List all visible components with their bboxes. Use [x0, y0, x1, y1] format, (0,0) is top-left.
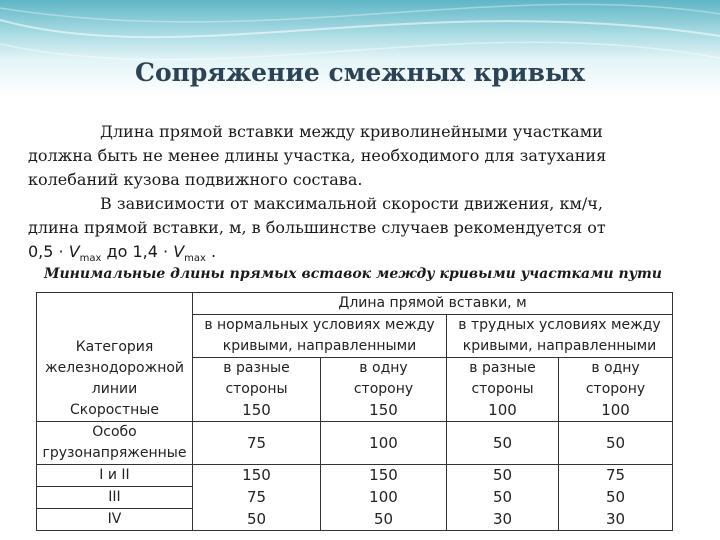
category-cell: I и II	[37, 465, 193, 487]
value-cell: 50	[447, 422, 559, 465]
value-cell: 75	[193, 487, 321, 509]
length-header: Длина прямой вставки, м	[193, 293, 673, 315]
speed-formula: $0,5 \cdot V_{max}$ до $1,4 \cdot V_{max}$ .	[28, 242, 217, 265]
value-cell: 100	[321, 487, 447, 509]
same-direction-header: сторону	[321, 379, 447, 400]
value-cell: 150	[193, 400, 321, 422]
table-row	[37, 400, 673, 422]
diff-direction-header: в разные	[193, 358, 321, 380]
paragraph-line: длина прямой вставки, м, в большинстве случаев рекомендуется от	[28, 218, 606, 237]
page-title: Сопряжение смежных кривых	[135, 58, 585, 87]
value-cell: 30	[447, 509, 559, 531]
value-cell: 75	[559, 465, 673, 487]
table-row	[37, 487, 673, 509]
value-cell: 50	[559, 487, 673, 509]
table-row	[37, 465, 673, 487]
value-cell: 50	[447, 465, 559, 487]
category-cell: IV	[37, 509, 193, 531]
paragraph-line: колебаний кузова подвижного состава.	[28, 170, 363, 189]
paragraph-damping	[28, 120, 688, 192]
paragraph-line: должна быть не менее длины участка, необходимого для затухания	[28, 146, 607, 165]
same-direction-header: в одну	[559, 358, 673, 380]
table-row	[37, 509, 673, 531]
table-caption: Минимальные длины прямых вставок между кривыми участками пути	[44, 266, 662, 282]
same-direction-header: сторону	[559, 379, 673, 400]
same-direction-header: в одну	[321, 358, 447, 380]
category-cell: Скоростные	[37, 400, 193, 422]
value-cell: 50	[559, 422, 673, 465]
diff-direction-header: в разные	[447, 358, 559, 380]
value-cell: 50	[193, 509, 321, 531]
value-cell: 100	[559, 400, 673, 422]
normal-conditions-header: в нормальных условиях между кривыми, направленными	[193, 315, 447, 358]
category-header: Категория железнодорожной линии	[37, 293, 193, 401]
table-row	[37, 422, 673, 465]
value-cell: 150	[193, 465, 321, 487]
value-cell: 75	[193, 422, 321, 465]
paragraph-line: В зависимости от максимальной скорости движения, км/ч,	[100, 194, 603, 213]
value-cell: 150	[321, 465, 447, 487]
value-cell: 150	[321, 400, 447, 422]
hard-conditions-header: в трудных условиях между кривыми, направленными	[447, 315, 673, 358]
value-cell: 100	[447, 400, 559, 422]
value-cell: 30	[559, 509, 673, 531]
diff-direction-header: стороны	[447, 379, 559, 400]
value-cell: 100	[321, 422, 447, 465]
paragraph-speed	[28, 192, 688, 271]
diff-direction-header: стороны	[193, 379, 321, 400]
category-cell: III	[37, 487, 193, 509]
table-header-row	[37, 293, 673, 315]
category-cell: Особо грузонапряженные	[37, 422, 193, 465]
insert-length-table	[36, 292, 673, 531]
value-cell: 50	[321, 509, 447, 531]
value-cell: 50	[447, 487, 559, 509]
paragraph-line: Длина прямой вставки между криволинейными участками	[100, 122, 603, 141]
